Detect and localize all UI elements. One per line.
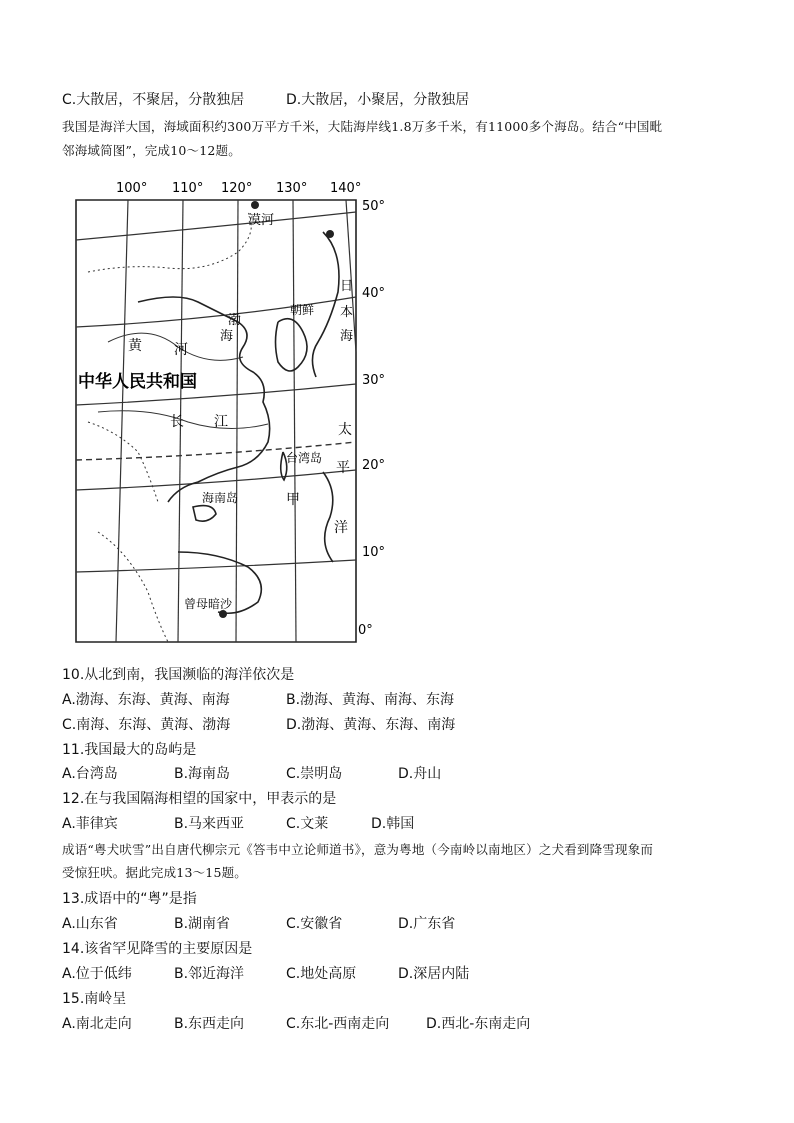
label-zengmu: 曾母暗沙: [184, 597, 233, 611]
label-riben-2: 本: [340, 305, 354, 320]
label-bohai-2: 海: [220, 329, 234, 344]
label-chaoxian: 朝鲜: [290, 303, 315, 317]
question-11-stem: 11.我国最大的岛屿是: [62, 742, 197, 758]
label-mohe: 漠河: [248, 213, 275, 228]
question-14-stem: 14.该省罕见降雪的主要原因是: [62, 941, 253, 957]
question-11-options: [62, 764, 441, 784]
lat-label-40: 40°: [362, 286, 386, 301]
q15-option-b: B.东西走向: [174, 1016, 245, 1032]
question-10-options-row-2: [62, 715, 455, 735]
lon-label-100: 100°: [116, 181, 148, 196]
q14-option-b: B.邻近海洋: [174, 966, 245, 982]
lat-label-20: 20°: [362, 458, 386, 473]
label-he: 河: [174, 342, 188, 358]
mohe-point: [251, 201, 259, 209]
lat-label-0: 0°: [358, 623, 373, 638]
q11-option-d: D.舟山: [398, 766, 442, 782]
intro2-line-2: 受惊狂吠。据此完成13～15题。: [62, 865, 248, 880]
q14-option-d: D.深居内陆: [398, 966, 470, 982]
q12-option-a: A.菲律宾: [62, 816, 118, 832]
label-hainan: 海南岛: [202, 491, 239, 505]
intro-line-1: 我国是海洋大国，海域面积约300万平方千米，大陆海岸线1.8万多千米，有11000多个海岛。结合“中国毗: [62, 119, 663, 134]
q14-option-a: A.位于低纬: [62, 966, 132, 982]
intro-line-2: 邻海域简图”，完成10～12题。: [62, 143, 241, 158]
meridians: [116, 200, 356, 642]
q15-option-a: A.南北走向: [62, 1016, 132, 1032]
question-12-options: [62, 814, 414, 834]
question-9-options: [62, 90, 469, 110]
label-country: 中华人民共和国: [78, 372, 197, 392]
q15-option-d: D.西北-东南走向: [426, 1016, 531, 1032]
q10-option-c: C.南海、东海、黄海、渤海: [62, 717, 231, 733]
q10-option-b: B.渤海、黄海、南海、东海: [286, 692, 455, 708]
label-chang: 长: [170, 414, 184, 430]
label-taiwan: 台湾岛: [286, 451, 323, 465]
parallels: [76, 212, 356, 572]
label-tpy-2: 平: [336, 460, 350, 476]
q13-option-a: A.山东省: [62, 916, 118, 932]
q13-option-d: D.广东省: [398, 916, 456, 932]
question-13-stem: 13.成语中的“粤”是指: [62, 891, 197, 907]
lat-label-50: 50°: [362, 199, 386, 214]
option-c: C.大散居，不聚居，分散独居: [62, 92, 245, 108]
label-jia: 甲: [286, 492, 300, 508]
q14-option-c: C.地处高原: [286, 966, 357, 982]
q15-option-c: C.东北-西南走向: [286, 1016, 390, 1032]
map-svg: [68, 172, 398, 650]
lat-label-10: 10°: [362, 545, 386, 560]
label-tpy-1: 太: [338, 422, 352, 438]
q13-option-c: C.安徽省: [286, 916, 343, 932]
coastline: [138, 232, 339, 613]
label-riben-1: 日: [340, 279, 354, 294]
lat-label-30: 30°: [362, 373, 386, 388]
q11-option-c: C.崇明岛: [286, 766, 343, 782]
question-15-stem: 15.南岭呈: [62, 991, 127, 1007]
zengmu-point: [219, 610, 227, 618]
intro2-line-1: 成语“粤犬吠雪”出自唐代柳宗元《答韦中立论师道书》，意为粤地（今南岭以南地区）之犬看到降雪现象而: [62, 842, 654, 857]
label-bohai-1: 渤: [228, 313, 242, 328]
label-huang: 黄: [128, 338, 142, 354]
china-seas-map: [68, 172, 398, 650]
question-13-options: [62, 914, 455, 934]
q12-option-b: B.马来西亚: [174, 816, 245, 832]
option-d: D.大散居，小聚居，分散独居: [286, 92, 470, 108]
question-12-stem: 12.在与我国隔海相望的国家中，甲表示的是: [62, 791, 337, 807]
question-10-options-row-1: [62, 690, 454, 710]
label-jiang: 江: [214, 414, 228, 430]
q10-option-d: D.渤海、黄海、东海、南海: [286, 717, 456, 733]
question-15-options: [62, 1014, 530, 1034]
lon-label-140: 140°: [330, 181, 362, 196]
q10-option-a: A.渤海、东海、黄海、南海: [62, 692, 230, 708]
q12-option-d: D.韩国: [371, 816, 415, 832]
question-10-stem: 10.从北到南，我国濒临的海洋依次是: [62, 667, 295, 683]
q12-option-c: C.文莱: [286, 816, 329, 832]
label-tpy-3: 洋: [334, 520, 348, 536]
lon-label-120: 120°: [221, 181, 253, 196]
lon-label-130: 130°: [276, 181, 308, 196]
point-marker: [326, 230, 334, 238]
q11-option-b: B.海南岛: [174, 766, 231, 782]
lon-label-110: 110°: [172, 181, 204, 196]
label-riben-3: 海: [340, 329, 354, 344]
question-14-options: [62, 964, 469, 984]
q13-option-b: B.湖南省: [174, 916, 231, 932]
q11-option-a: A.台湾岛: [62, 766, 118, 782]
